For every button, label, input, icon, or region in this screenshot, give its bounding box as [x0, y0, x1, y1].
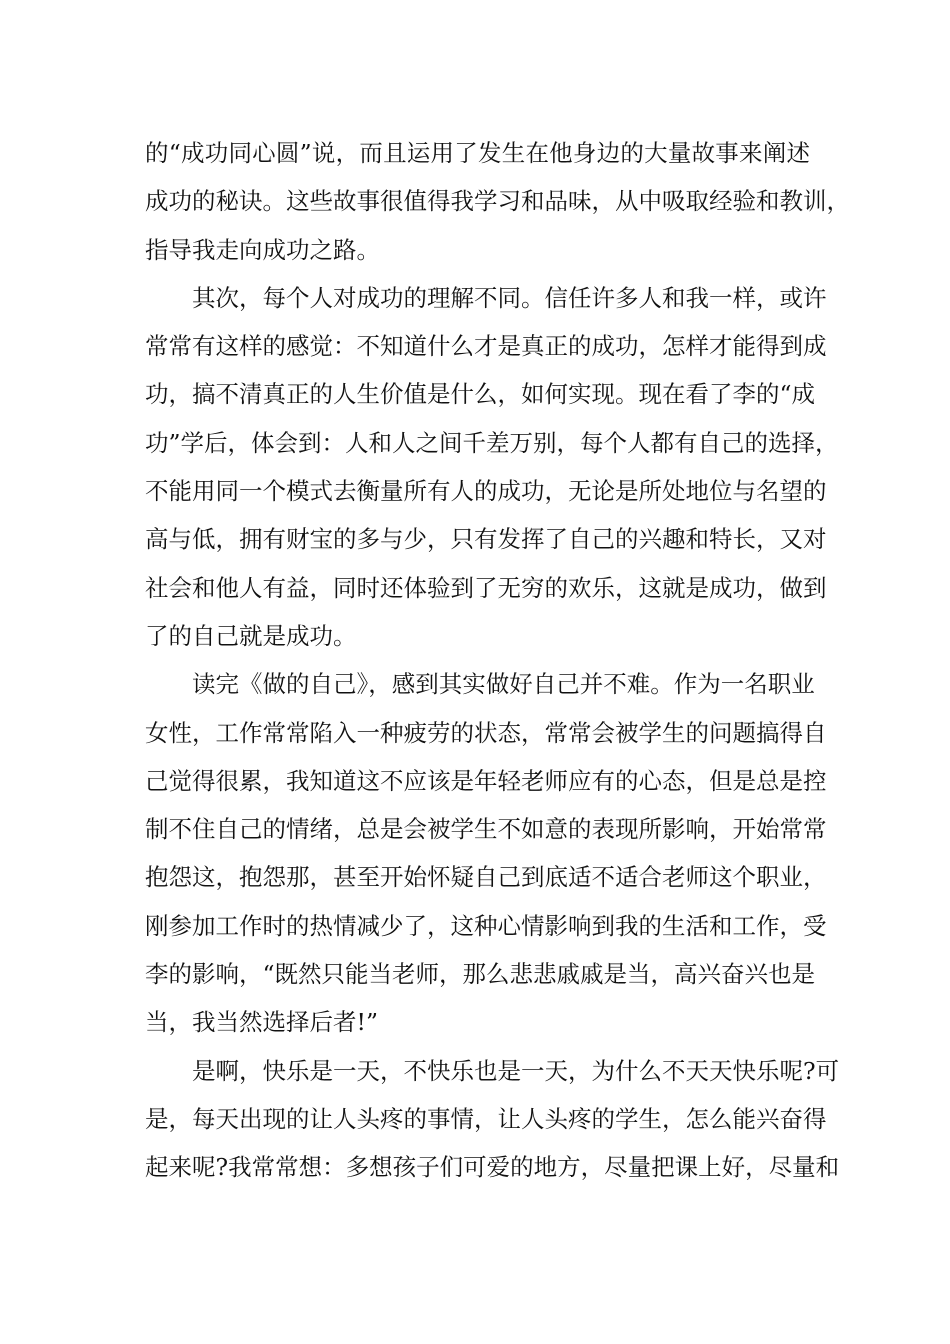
text-line: 的“成功同心圆”说，而且运用了发生在他身边的大量故事来阐述	[145, 139, 810, 167]
text-line: 常常有这样的感觉：不知道什么才是真正的成功，怎样才能得到成	[145, 332, 827, 361]
text-line: 起来呢?我常常想：多想孩子们可爱的地方，尽量把课上好，尽量和	[145, 1153, 840, 1182]
text-line: 是，每天出现的让人头疼的事情，让人头疼的学生，怎么能兴奋得	[145, 1104, 827, 1133]
text-line: 其次，每个人对成功的理解不同。信任许多人和我一样，或许	[192, 283, 827, 312]
text-line: 成功的秘诀。这些故事很值得我学习和品味，从中吸取经验和教训，	[145, 187, 850, 216]
text-line: 了的自己就是成功。	[145, 621, 357, 650]
text-line: 功，搞不清真正的人生价值是什么，如何实现。现在看了李的“成	[145, 380, 816, 409]
text-line: 制不住自己的情绪，总是会被学生不如意的表现所影响，开始常常	[145, 815, 827, 844]
text-line: 是啊，快乐是一天，不快乐也是一天，为什么不天天快乐呢?可	[192, 1056, 840, 1085]
text-line: 抱怨这，抱怨那，甚至开始怀疑自己到底适不适合老师这个职业，	[145, 863, 827, 892]
text-line: 读完《做的自己》，感到其实做好自己并不难。作为一名职业	[192, 670, 815, 699]
text-line: 不能用同一个模式去衡量所有人的成功，无论是所处地位与名望的	[145, 477, 827, 506]
text-line: 社会和他人有益，同时还体验到了无穷的欢乐，这就是成功，做到	[145, 573, 827, 602]
text-line: 女性，工作常常陷入一种疲劳的状态，常常会被学生的问题搞得自	[145, 718, 827, 747]
text-line: 功”学后，体会到：人和人之间千差万别，每个人都有自己的选择，	[145, 428, 839, 457]
text-line: 刚参加工作时的热情减少了，这种心情影响到我的生活和工作，受	[145, 911, 827, 940]
text-line: 指导我走向成功之路。	[145, 235, 380, 264]
text-line: 当，我当然选择后者!”	[145, 1008, 378, 1037]
document-body-text	[145, 129, 850, 1192]
text-line: 己觉得很累，我知道这不应该是年轻老师应有的心态，但是总是控	[145, 766, 827, 795]
text-line: 李的影响，“既然只能当老师，那么悲悲戚戚是当，高兴奋兴也是	[145, 960, 816, 989]
text-line: 高与低，拥有财宝的多与少，只有发挥了自己的兴趣和特长，又对	[145, 525, 827, 554]
